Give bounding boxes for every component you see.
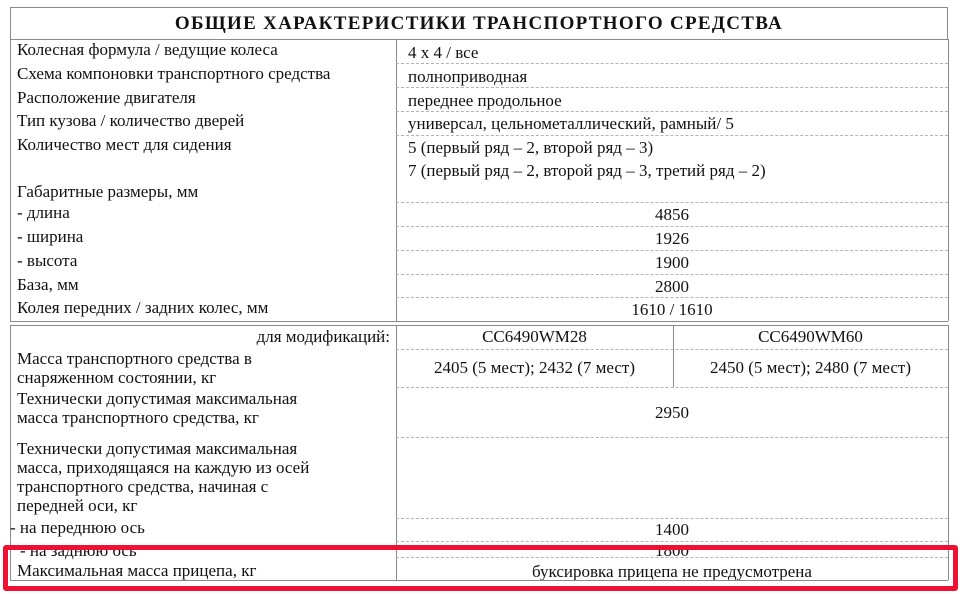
row-divider: [396, 250, 948, 251]
row-value-layout: полноприводная: [408, 67, 528, 86]
table2-right-border: [948, 325, 949, 580]
row-label-seats: Количество мест для сидения: [17, 135, 232, 154]
row-label-axle-mass-line2: масса, приходящаяся на каждую из осей: [17, 458, 310, 477]
row-value-front-axle: 1400: [655, 520, 689, 539]
row-divider: [396, 518, 948, 519]
row-value-rear-axle: 1800: [655, 541, 689, 560]
row-value-base: 2800: [655, 277, 689, 296]
table2-top-border: [10, 325, 948, 326]
row-value-curb-mass-mod1: 2405 (5 мест); 2432 (7 мест): [433, 358, 636, 377]
row-label-max-mass-line2: масса транспортного средства, кг: [17, 408, 259, 427]
table2-bottom-border: [10, 580, 948, 581]
row-label-curb-mass-line1: Масса транспортного средства в: [17, 349, 252, 368]
row-label-layout: Схема компоновки транспортного средства: [17, 64, 331, 83]
table1-bottom-border: [10, 321, 948, 322]
row-label-wheel-formula: Колесная формула / ведущие колеса: [17, 40, 278, 59]
row-divider: [396, 387, 948, 388]
modification-1: CC6490WM28: [482, 327, 587, 346]
row-value-seats-5: 5 (первый ряд – 2, второй ряд – 3): [408, 138, 654, 157]
row-divider: [396, 274, 948, 275]
row-divider: [396, 202, 948, 203]
row-divider: [396, 63, 948, 64]
row-value-length: 4856: [655, 205, 689, 224]
row-divider: [396, 437, 948, 438]
row-value-engine: переднее продольное: [408, 91, 562, 110]
row-label-front-axle: - на переднюю ось: [10, 518, 145, 537]
row-label-axle-mass-line1: Технически допустимая максимальная: [17, 439, 298, 458]
row-value-height: 1900: [655, 253, 689, 272]
row-label-base: База, мм: [17, 275, 79, 294]
row-divider: [396, 111, 948, 112]
row-label-width: - ширина: [17, 227, 84, 246]
modification-2: CC6490WM60: [758, 327, 863, 346]
row-value-width: 1926: [655, 229, 689, 248]
row-label-rear-axle: - на заднюю ось: [20, 541, 137, 560]
row-divider: [396, 87, 948, 88]
row-label-engine: Расположение двигателя: [17, 88, 196, 107]
row-value-trailer-mass: буксировка прицепа не предусмотрена: [532, 562, 812, 581]
row-label-length: - длина: [17, 203, 70, 222]
row-value-track: 1610 / 1610: [631, 300, 713, 319]
modifications-label: для модификаций:: [256, 327, 390, 346]
row-divider: [396, 297, 948, 298]
row-divider: [396, 349, 948, 350]
row-value-max-mass: 2950: [655, 403, 689, 422]
row-label-track: Колея передних / задних колес, мм: [17, 298, 269, 317]
row-label-axle-mass-line4: передней оси, кг: [17, 496, 138, 515]
row-label-max-mass-line1: Технически допустимая максимальная: [17, 389, 298, 408]
row-label-curb-mass-line2: снаряженном состоянии, кг: [17, 368, 217, 387]
row-value-wheel-formula: 4 х 4 / все: [408, 43, 479, 62]
row-label-dimensions: Габаритные размеры, мм: [17, 182, 199, 201]
row-value-curb-mass-mod2: 2450 (5 мест); 2480 (7 мест): [709, 358, 912, 377]
page-title: ОБЩИЕ ХАРАКТЕРИСТИКИ ТРАНСПОРТНОГО СРЕДСТВА: [10, 7, 948, 40]
row-value-seats-7: 7 (первый ряд – 2, второй ряд – 3, третий ряд – 2): [408, 161, 766, 180]
row-value-body: универсал, цельнометаллический, рамный/ 5: [408, 114, 734, 133]
row-label-axle-mass-line3: транспортного средства, начиная с: [17, 477, 269, 496]
row-label-height: - высота: [17, 251, 78, 270]
row-label-body: Тип кузова / количество дверей: [17, 111, 245, 130]
row-divider: [396, 226, 948, 227]
table1-right-border: [948, 39, 949, 321]
row-divider: [396, 135, 948, 136]
row-label-trailer-mass: Максимальная масса прицепа, кг: [17, 561, 257, 580]
